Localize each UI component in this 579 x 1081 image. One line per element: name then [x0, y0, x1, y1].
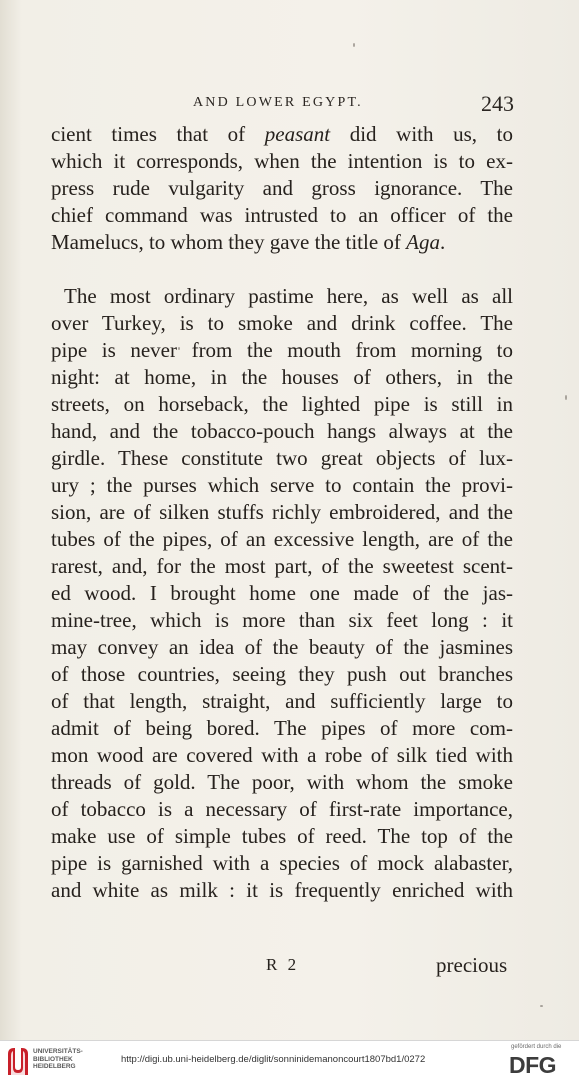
text-line: Mamelucs, to whom they gave the title of Aga. [51, 230, 446, 254]
text-line: girdle. These constitute two great objects of lux- [51, 446, 513, 470]
text-line: which it corresponds, when the intention is to ex- [51, 149, 513, 173]
ub-heidelberg-logo-icon[interactable] [6, 1045, 30, 1077]
text-line: threads of gold. The poor, with whom the smoke [51, 770, 513, 794]
dfg-logo-icon[interactable]: DFG [509, 1052, 557, 1078]
text-line: streets, on horseback, the lighted pipe is still in [51, 392, 513, 416]
text-line: admit of being bored. The pipes of more com- [51, 716, 513, 740]
viewer-footer-bar [0, 1040, 579, 1081]
text-line: of tobacco is a necessary of first-rate importance, [51, 797, 513, 821]
text-line: hand, and the tobacco-pouch hangs always at the [51, 419, 513, 443]
text-line: The most ordinary pastime here, as well as all [64, 284, 513, 308]
catchword: precious [436, 953, 508, 977]
text-line: pipe is garnished with a species of mock alabaster, [51, 851, 513, 875]
page-footer [0, 955, 579, 979]
running-head [0, 93, 579, 115]
paragraph [51, 283, 513, 904]
text-line: night: at home, in the houses of others, in the [51, 365, 513, 389]
funding-caption: gefördert durch die [511, 1044, 562, 1050]
text-line: chief command was intrusted to an officer of the [51, 203, 513, 227]
text-line: may convey an idea of the beauty of the jasmines [51, 635, 513, 659]
text-line: ury ; the purses which serve to contain the provi- [51, 473, 513, 497]
library-name-line: UNIVERSITÄTS- [33, 1048, 83, 1055]
text-line: tubes of the pipes, of an excessive length, are of the [51, 527, 513, 551]
paper-speck [565, 395, 567, 400]
italic-word: Aga [406, 230, 440, 254]
text-line: and white as milk : it is frequently enriched with [51, 878, 513, 902]
paragraph [51, 121, 513, 256]
text-line: rarest, and, for the most part, of the sweetest scent- [51, 554, 513, 578]
text-line: of that length, straight, and sufficiently large to [51, 689, 513, 713]
signature-mark: R 2 [266, 955, 300, 974]
library-name-line: HEIDELBERG [33, 1063, 76, 1070]
text-line: of those countries, seeing they push out branches [51, 662, 513, 686]
page-number: 243 [481, 91, 514, 116]
text-line: ed wood. I brought home one made of the jas- [51, 581, 513, 605]
text-line: sion, are of silken stuffs richly embroidered, and the [51, 500, 513, 524]
text-line: over Turkey, is to smoke and drink coffee. The [51, 311, 513, 335]
running-title: AND LOWER EGYPT. [193, 95, 363, 110]
paper-speck [353, 43, 355, 47]
italic-word: peasant [264, 122, 331, 146]
library-name-line: BIBLIOTHEK [33, 1055, 73, 1063]
library-name [33, 1048, 83, 1071]
text-line: pipe is never from the mouth from morning to [51, 338, 513, 362]
paper-speck [540, 1005, 543, 1007]
text-line: mon wood are covered with a robe of silk tied with [51, 743, 513, 767]
text-line: make use of simple tubes of reed. The top of the [51, 824, 513, 848]
paragraph-gap [51, 256, 513, 283]
permalink-url[interactable]: http://digi.ub.uni-heidelberg.de/diglit/sonninidemanoncourt1807bd1/0272 [121, 1054, 426, 1065]
text-line: press rude vulgarity and gross ignorance. The [51, 176, 513, 200]
body-text [51, 121, 513, 904]
text-line: cient times that of peasant did with us, to [51, 122, 513, 146]
text-line: mine-tree, which is more than six feet long : it [51, 608, 513, 632]
